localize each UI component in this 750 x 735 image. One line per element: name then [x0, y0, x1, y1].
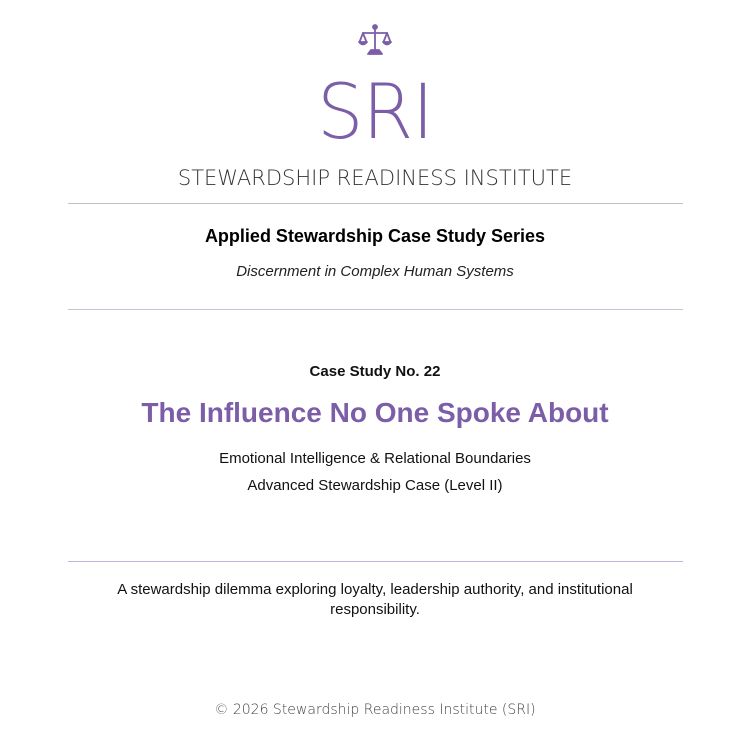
case-level: Advanced Stewardship Case (Level II) — [247, 477, 503, 494]
wordmark: SRI — [317, 67, 433, 156]
divider — [68, 309, 683, 310]
series-title: Applied Stewardship Case Study Series — [204, 226, 546, 246]
divider — [68, 203, 683, 204]
series-subtitle: Discernment in Complex Human Systems — [236, 263, 514, 280]
case-topic: Emotional Intelligence & Relational Boundaries — [219, 450, 531, 467]
case-summary: A stewardship dilemma exploring loyalty, leadership authority, and institutional responsibility. — [117, 581, 633, 618]
divider — [68, 561, 683, 562]
case-number: Case Study No. 22 — [309, 363, 441, 380]
copyright: © 2026 Stewardship Readiness Institute (SRI) — [214, 702, 536, 718]
scales-of-justice-icon — [358, 24, 392, 56]
case-title: The Influence No One Spoke About — [141, 397, 609, 428]
org-name: STEWARDSHIP READINESS INSTITUTE — [177, 166, 573, 190]
